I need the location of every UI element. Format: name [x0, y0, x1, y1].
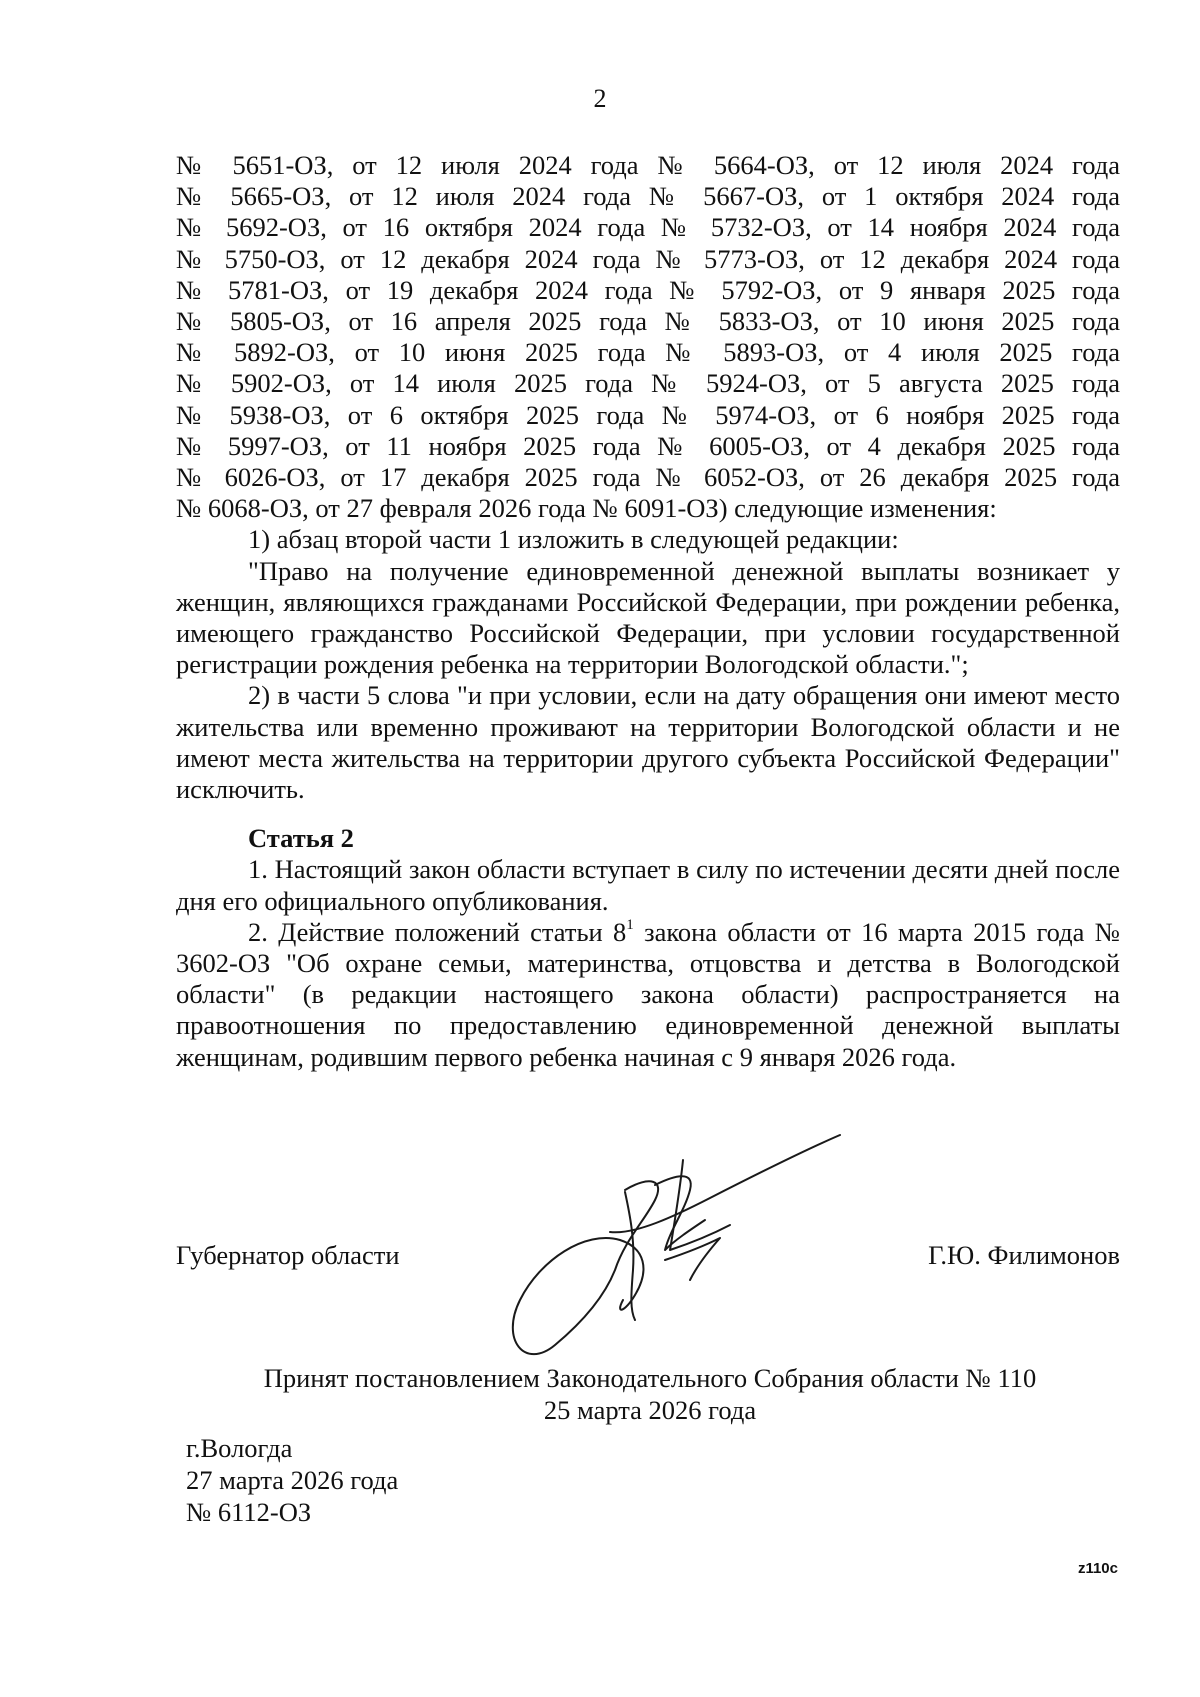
continuation-line: № 5750-ОЗ, от 12 декабря 2024 года № 5773-ОЗ, от 12 декабря 2024 года: [176, 243, 1120, 274]
document-body: [176, 150, 1120, 1073]
continuation-line: № 5651-ОЗ, от 12 июля 2024 года № 5664-ОЗ, от 12 июля 2024 года: [176, 150, 1120, 180]
clause-2-text-start: 2. Действие положений статьи 8: [248, 916, 627, 947]
continuation-line: № 6068-ОЗ, от 27 февраля 2026 года № 6091-ОЗ) следующие изменения:: [176, 493, 997, 524]
article-superscript: 1: [626, 916, 634, 933]
continuation-line: № 5892-ОЗ, от 10 июня 2025 года № 5893-ОЗ, от 4 июля 2025 года: [176, 337, 1120, 368]
signing-date: 27 марта 2026 года: [186, 1465, 399, 1495]
item-1-intro: 1) абзац второй части 1 изложить в следующей редакции:: [248, 524, 899, 555]
continuation-line: № 5938-ОЗ, от 6 октября 2025 года № 5974-ОЗ, от 6 ноября 2025 года: [176, 399, 1120, 430]
clause-2-text-end: закона области от 16 марта 2015 года № 3602-ОЗ "Об охране семьи, материнства, отцовства и детства в Вологодской области" (в редакции настоящего закона области) распространяется на правоотношения по предоставлению единовременной денежной выплаты женщинам, родившим первого ребенка начиная с 9 января 2026 года.: [176, 916, 1120, 1072]
document-code: z110c: [1077, 1560, 1118, 1577]
continuation-line: № 5692-ОЗ, от 16 октября 2024 года № 5732-ОЗ, от 14 ноября 2024 года: [176, 212, 1120, 243]
adoption-date: 25 марта 2026 года: [543, 1395, 757, 1425]
handwritten-signature: [505, 1120, 845, 1380]
item-1-quote: "Право на получение единовременной денежной выплаты возникает у женщин, являющихся гражданами Российской Федерации, при рождении ребенка, имеющего гражданство Российской Федерации, при условии государственной регистрации рождения ребенка на территории Вологодской области.";: [176, 555, 1120, 680]
amendment-list-continuation: [176, 150, 1120, 524]
continuation-line: № 5781-ОЗ, от 19 декабря 2024 года № 5792-ОЗ, от 9 января 2025 года: [176, 274, 1120, 305]
governor-position: Губернатор области: [176, 1240, 400, 1270]
continuation-line: № 5805-ОЗ, от 16 апреля 2025 года № 5833-ОЗ, от 10 июня 2025 года: [176, 306, 1120, 337]
page-number: 2: [593, 84, 607, 113]
article-2-clause-1: 1. Настоящий закон области вступает в силу по истечении десяти дней после дня его официального опубликования.: [176, 854, 1120, 916]
law-number: № 6112-ОЗ: [186, 1497, 312, 1527]
adoption-note: [190, 1362, 1110, 1426]
article-2-clause-2: [176, 917, 1120, 1073]
continuation-line: № 6026-ОЗ, от 17 декабря 2025 года № 6052-ОЗ, от 26 декабря 2025 года: [176, 462, 1120, 493]
continuation-line: № 5665-ОЗ, от 12 июля 2024 года № 5667-ОЗ, от 1 октября 2024 года: [176, 181, 1120, 212]
city: г.Вологда: [186, 1433, 293, 1463]
continuation-line: № 5997-ОЗ, от 11 ноября 2025 года № 6005-ОЗ, от 4 декабря 2025 года: [176, 430, 1120, 461]
item-2: 2) в части 5 слова "и при условии, если на дату обращения они имеют место жительства или временно проживают на территории Вологодской области и не имеют места жительства на территории другого субъекта Российской Федерации" исключить.: [176, 680, 1120, 805]
adoption-line: Принят постановлением Законодательного Собрания области № 110: [263, 1363, 1037, 1393]
place-date-block: [186, 1432, 398, 1528]
article-2-title: Статья 2: [248, 823, 354, 854]
governor-name: Г.Ю. Филимонов: [928, 1240, 1120, 1270]
continuation-line: № 5902-ОЗ, от 14 июля 2025 года № 5924-ОЗ, от 5 августа 2025 года: [176, 368, 1120, 399]
